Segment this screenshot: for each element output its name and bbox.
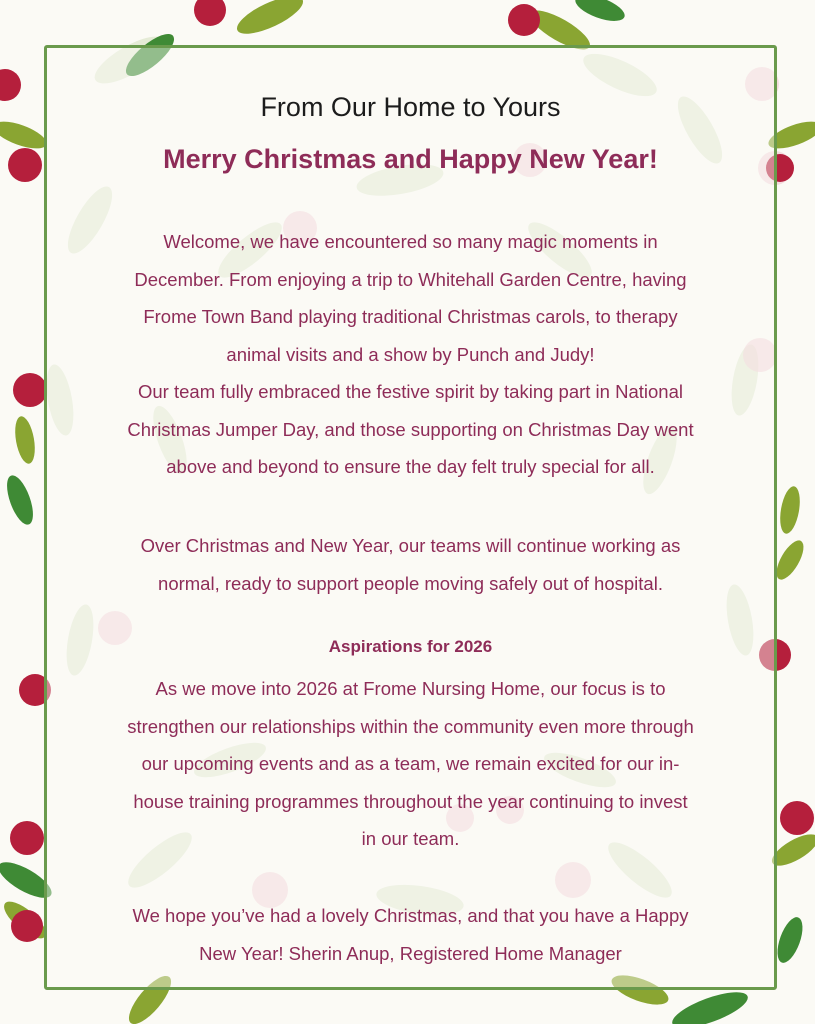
intro-line: Frome Town Band playing traditional Christmas carols, to therapy: [143, 306, 678, 327]
aspirations-line: house training programmes throughout the year continuing to invest: [133, 790, 688, 812]
aspirations-line: in our team.: [361, 828, 460, 849]
service-line: normal, ready to support people moving safely out of hospital.: [158, 572, 663, 594]
intro-line: above and beyond to ensure the day felt truly special for all.: [166, 456, 655, 477]
closing-line: New Year! Sherin Anup, Registered Home Manager: [199, 942, 622, 964]
aspirations-line: our upcoming events and as a team, we remain excited for our in-: [141, 753, 680, 774]
aspirations-heading: Aspirations for 2026: [328, 637, 493, 656]
service-paragraph: [44, 527, 777, 602]
intro-line: Our team fully embraced the festive spirit by taking part in National: [138, 381, 683, 402]
intro-line: Welcome, we have encountered so many magic moments in: [163, 231, 658, 252]
closing-line: We hope you’ve had a lovely Christmas, and that you have a Happy: [132, 905, 689, 926]
greeting-title: Merry Christmas and Happy New Year!: [163, 144, 658, 174]
intro-paragraph: [44, 223, 777, 486]
aspirations-paragraph: [44, 670, 777, 858]
aspirations-line: strengthen our relationships within the community even more through: [127, 715, 694, 737]
intro-line: animal visits and a show by Punch and Judy!: [226, 343, 595, 365]
service-line: Over Christmas and New Year, our teams will continue working as: [140, 535, 681, 556]
greeting-heading: From Our Home to Yours: [260, 92, 561, 122]
aspirations-line: As we move into 2026 at Frome Nursing Home, our focus is to: [155, 678, 666, 699]
closing-paragraph: [44, 897, 777, 972]
intro-line: December. From enjoying a trip to Whitehall Garden Centre, having: [134, 268, 687, 290]
intro-line: Christmas Jumper Day, and those supporting on Christmas Day went: [127, 418, 694, 440]
